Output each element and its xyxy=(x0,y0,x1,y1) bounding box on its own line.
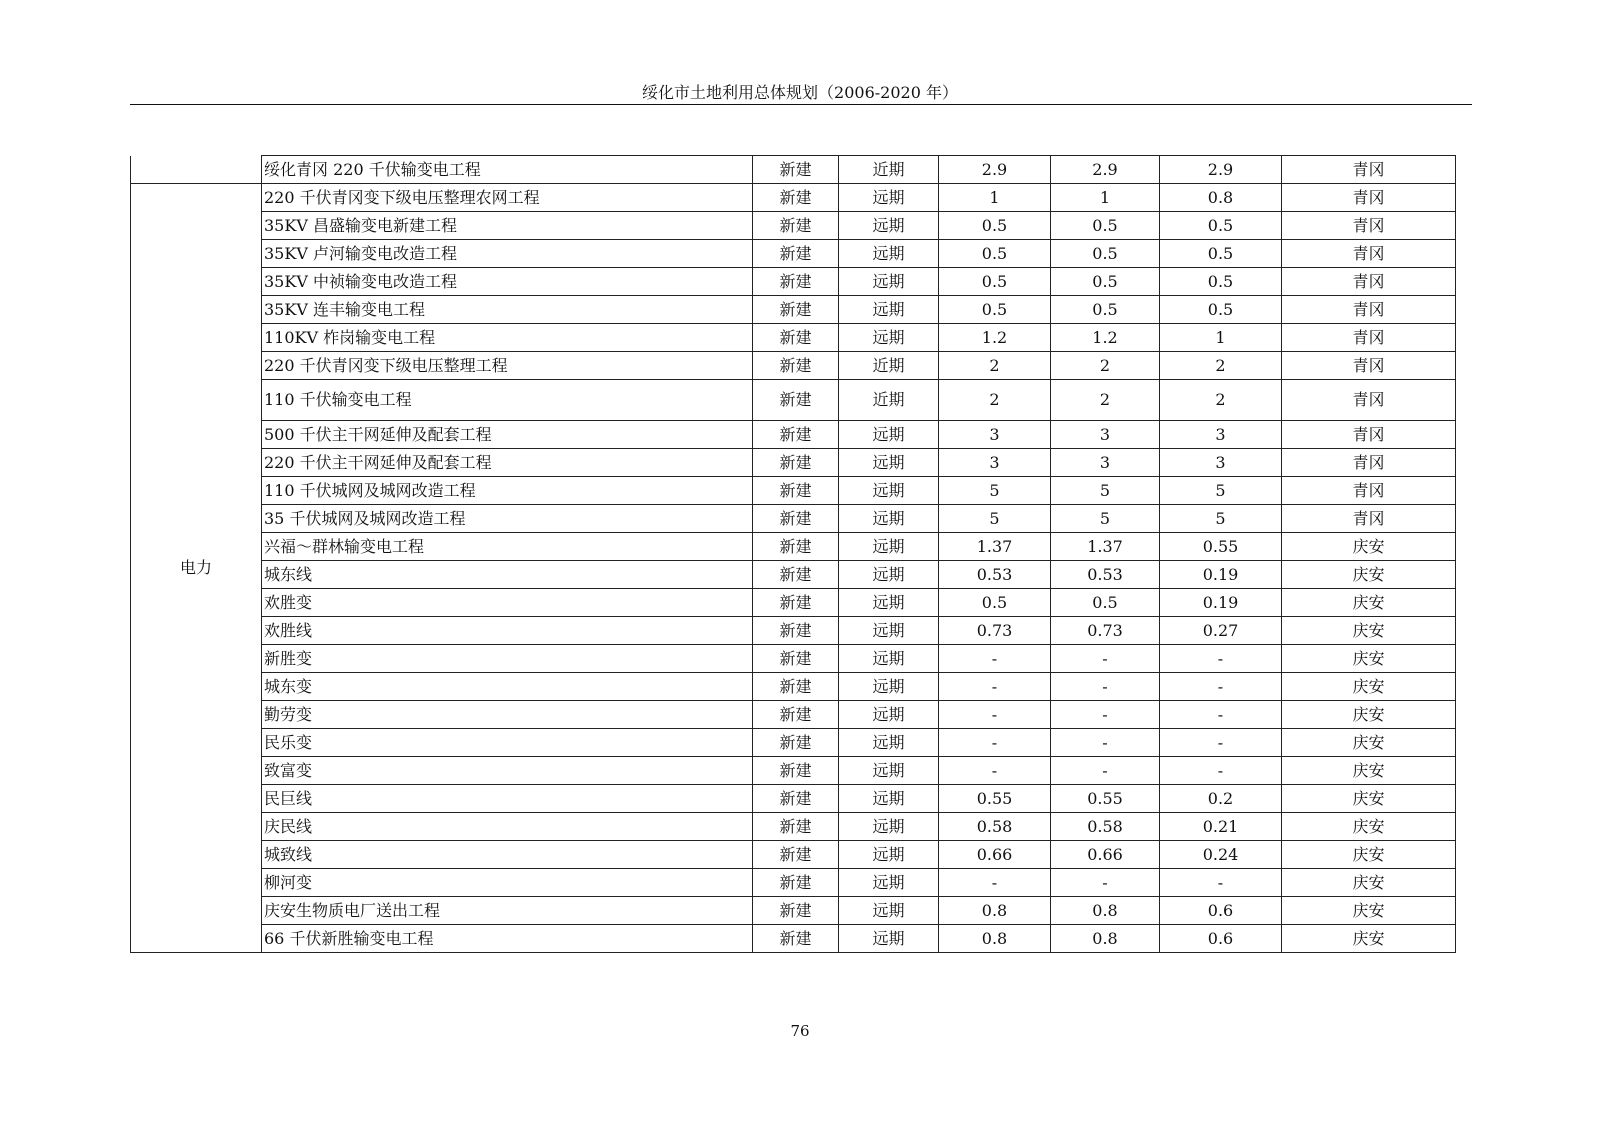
phase-cell: 远期 xyxy=(839,729,939,757)
value-b-cell: 2.9 xyxy=(1051,156,1160,184)
location-cell: 青冈 xyxy=(1282,477,1456,505)
phase-cell: 远期 xyxy=(839,813,939,841)
value-c-cell: 0.24 xyxy=(1160,841,1282,869)
value-a-cell: 5 xyxy=(939,505,1051,533)
location-cell: 青冈 xyxy=(1282,184,1456,212)
table-row xyxy=(131,156,1456,184)
project-name-cell: 致富变 xyxy=(262,757,753,785)
location-cell: 庆安 xyxy=(1282,673,1456,701)
value-a-cell: 0.8 xyxy=(939,925,1051,953)
project-name-cell: 220 千伏青冈变下级电压整理农网工程 xyxy=(262,184,753,212)
project-name-cell: 35KV 中祯输变电改造工程 xyxy=(262,268,753,296)
value-c-cell: 0.55 xyxy=(1160,533,1282,561)
phase-cell: 远期 xyxy=(839,869,939,897)
build-type-cell: 新建 xyxy=(753,645,839,673)
phase-cell: 远期 xyxy=(839,184,939,212)
category-cell: 电力 xyxy=(131,184,262,953)
location-cell: 庆安 xyxy=(1282,785,1456,813)
value-c-cell: - xyxy=(1160,645,1282,673)
value-a-cell: 3 xyxy=(939,449,1051,477)
value-a-cell: 0.5 xyxy=(939,212,1051,240)
value-b-cell: 1.37 xyxy=(1051,533,1160,561)
build-type-cell: 新建 xyxy=(753,212,839,240)
project-name-cell: 35KV 卢河输变电改造工程 xyxy=(262,240,753,268)
location-cell: 庆安 xyxy=(1282,645,1456,673)
location-cell: 庆安 xyxy=(1282,813,1456,841)
project-name-cell: 城东变 xyxy=(262,673,753,701)
build-type-cell: 新建 xyxy=(753,589,839,617)
location-cell: 庆安 xyxy=(1282,757,1456,785)
table-row xyxy=(131,533,1456,561)
value-a-cell: 0.73 xyxy=(939,617,1051,645)
value-c-cell: 0.21 xyxy=(1160,813,1282,841)
build-type-cell: 新建 xyxy=(753,729,839,757)
project-name-cell: 绥化青冈 220 千伏输变电工程 xyxy=(262,156,753,184)
build-type-cell: 新建 xyxy=(753,505,839,533)
table-row xyxy=(131,212,1456,240)
value-a-cell: - xyxy=(939,757,1051,785)
value-c-cell: - xyxy=(1160,673,1282,701)
location-cell: 庆安 xyxy=(1282,869,1456,897)
table-row xyxy=(131,645,1456,673)
value-a-cell: 2 xyxy=(939,352,1051,380)
phase-cell: 远期 xyxy=(839,477,939,505)
value-c-cell: 2 xyxy=(1160,380,1282,421)
location-cell: 庆安 xyxy=(1282,589,1456,617)
value-a-cell: - xyxy=(939,701,1051,729)
location-cell: 青冈 xyxy=(1282,324,1456,352)
build-type-cell: 新建 xyxy=(753,757,839,785)
location-cell: 青冈 xyxy=(1282,268,1456,296)
value-b-cell: 5 xyxy=(1051,477,1160,505)
build-type-cell: 新建 xyxy=(753,156,839,184)
build-type-cell: 新建 xyxy=(753,925,839,953)
project-name-cell: 500 千伏主干网延伸及配套工程 xyxy=(262,421,753,449)
phase-cell: 近期 xyxy=(839,380,939,421)
location-cell: 青冈 xyxy=(1282,449,1456,477)
location-cell: 庆安 xyxy=(1282,617,1456,645)
value-b-cell: 3 xyxy=(1051,449,1160,477)
phase-cell: 远期 xyxy=(839,449,939,477)
table-row xyxy=(131,352,1456,380)
location-cell: 青冈 xyxy=(1282,352,1456,380)
value-c-cell: 0.5 xyxy=(1160,212,1282,240)
value-b-cell: 0.73 xyxy=(1051,617,1160,645)
table-row xyxy=(131,380,1456,421)
location-cell: 青冈 xyxy=(1282,505,1456,533)
table-row xyxy=(131,589,1456,617)
phase-cell: 远期 xyxy=(839,561,939,589)
value-b-cell: 2 xyxy=(1051,352,1160,380)
value-a-cell: 0.5 xyxy=(939,589,1051,617)
phase-cell: 远期 xyxy=(839,589,939,617)
build-type-cell: 新建 xyxy=(753,380,839,421)
value-a-cell: 0.5 xyxy=(939,296,1051,324)
location-cell: 青冈 xyxy=(1282,240,1456,268)
phase-cell: 远期 xyxy=(839,785,939,813)
page-number: 76 xyxy=(790,1022,810,1040)
build-type-cell: 新建 xyxy=(753,324,839,352)
project-name-cell: 欢胜线 xyxy=(262,617,753,645)
location-cell: 青冈 xyxy=(1282,421,1456,449)
location-cell: 庆安 xyxy=(1282,561,1456,589)
value-b-cell: 0.5 xyxy=(1051,589,1160,617)
value-c-cell: 0.5 xyxy=(1160,240,1282,268)
value-b-cell: 0.55 xyxy=(1051,785,1160,813)
table-row xyxy=(131,184,1456,212)
value-b-cell: 2 xyxy=(1051,380,1160,421)
build-type-cell: 新建 xyxy=(753,897,839,925)
phase-cell: 远期 xyxy=(839,268,939,296)
table-row xyxy=(131,296,1456,324)
value-b-cell: 0.66 xyxy=(1051,841,1160,869)
phase-cell: 远期 xyxy=(839,925,939,953)
value-c-cell: - xyxy=(1160,757,1282,785)
value-b-cell: - xyxy=(1051,645,1160,673)
table-row xyxy=(131,673,1456,701)
table-row xyxy=(131,701,1456,729)
value-c-cell: 0.5 xyxy=(1160,268,1282,296)
location-cell: 青冈 xyxy=(1282,380,1456,421)
value-c-cell: 2.9 xyxy=(1160,156,1282,184)
project-name-cell: 民巨线 xyxy=(262,785,753,813)
build-type-cell: 新建 xyxy=(753,449,839,477)
build-type-cell: 新建 xyxy=(753,184,839,212)
phase-cell: 远期 xyxy=(839,533,939,561)
value-a-cell: 1.2 xyxy=(939,324,1051,352)
table-row xyxy=(131,729,1456,757)
value-a-cell: 0.53 xyxy=(939,561,1051,589)
project-name-cell: 欢胜变 xyxy=(262,589,753,617)
table-row xyxy=(131,505,1456,533)
build-type-cell: 新建 xyxy=(753,352,839,380)
project-name-cell: 35KV 昌盛输变电新建工程 xyxy=(262,212,753,240)
table-row xyxy=(131,925,1456,953)
table-row xyxy=(131,268,1456,296)
value-b-cell: - xyxy=(1051,673,1160,701)
value-b-cell: 0.5 xyxy=(1051,296,1160,324)
table-row xyxy=(131,421,1456,449)
value-c-cell: - xyxy=(1160,701,1282,729)
phase-cell: 远期 xyxy=(839,421,939,449)
value-a-cell: 0.58 xyxy=(939,813,1051,841)
phase-cell: 近期 xyxy=(839,156,939,184)
value-c-cell: - xyxy=(1160,729,1282,757)
build-type-cell: 新建 xyxy=(753,240,839,268)
project-name-cell: 城东线 xyxy=(262,561,753,589)
table-row xyxy=(131,240,1456,268)
value-c-cell: 2 xyxy=(1160,352,1282,380)
build-type-cell: 新建 xyxy=(753,673,839,701)
phase-cell: 远期 xyxy=(839,645,939,673)
project-name-cell: 庆民线 xyxy=(262,813,753,841)
phase-cell: 远期 xyxy=(839,757,939,785)
location-cell: 庆安 xyxy=(1282,729,1456,757)
project-name-cell: 220 千伏主干网延伸及配套工程 xyxy=(262,449,753,477)
build-type-cell: 新建 xyxy=(753,869,839,897)
value-c-cell: 0.27 xyxy=(1160,617,1282,645)
value-b-cell: 0.8 xyxy=(1051,925,1160,953)
project-name-cell: 66 千伏新胜输变电工程 xyxy=(262,925,753,953)
phase-cell: 远期 xyxy=(839,673,939,701)
project-table xyxy=(130,155,1456,953)
build-type-cell: 新建 xyxy=(753,813,839,841)
value-c-cell: - xyxy=(1160,869,1282,897)
build-type-cell: 新建 xyxy=(753,701,839,729)
value-b-cell: - xyxy=(1051,757,1160,785)
value-c-cell: 3 xyxy=(1160,449,1282,477)
project-name-cell: 庆安生物质电厂送出工程 xyxy=(262,897,753,925)
value-b-cell: 1.2 xyxy=(1051,324,1160,352)
table-row xyxy=(131,897,1456,925)
phase-cell: 远期 xyxy=(839,897,939,925)
value-a-cell: 0.8 xyxy=(939,897,1051,925)
value-c-cell: 3 xyxy=(1160,421,1282,449)
category-cell-empty xyxy=(131,156,262,184)
project-name-cell: 110 千伏输变电工程 xyxy=(262,380,753,421)
header-rule xyxy=(130,104,1472,105)
value-c-cell: 0.5 xyxy=(1160,296,1282,324)
location-cell: 庆安 xyxy=(1282,925,1456,953)
table-body xyxy=(131,156,1456,953)
location-cell: 青冈 xyxy=(1282,212,1456,240)
phase-cell: 远期 xyxy=(839,505,939,533)
value-b-cell: - xyxy=(1051,729,1160,757)
value-b-cell: 0.8 xyxy=(1051,897,1160,925)
value-c-cell: 0.6 xyxy=(1160,897,1282,925)
project-name-cell: 柳河变 xyxy=(262,869,753,897)
table-row xyxy=(131,449,1456,477)
project-name-cell: 35 千伏城网及城网改造工程 xyxy=(262,505,753,533)
project-name-cell: 民乐变 xyxy=(262,729,753,757)
location-cell: 青冈 xyxy=(1282,156,1456,184)
project-name-cell: 35KV 连丰输变电工程 xyxy=(262,296,753,324)
table-row xyxy=(131,813,1456,841)
value-b-cell: 0.5 xyxy=(1051,268,1160,296)
value-a-cell: 5 xyxy=(939,477,1051,505)
location-cell: 庆安 xyxy=(1282,533,1456,561)
phase-cell: 远期 xyxy=(839,240,939,268)
build-type-cell: 新建 xyxy=(753,296,839,324)
phase-cell: 远期 xyxy=(839,324,939,352)
table-row xyxy=(131,617,1456,645)
value-b-cell: 5 xyxy=(1051,505,1160,533)
value-a-cell: 0.5 xyxy=(939,268,1051,296)
phase-cell: 远期 xyxy=(839,212,939,240)
page-header-title: 绥化市土地利用总体规划（2006-2020 年） xyxy=(642,83,958,102)
table-row xyxy=(131,841,1456,869)
value-a-cell: 1.37 xyxy=(939,533,1051,561)
value-c-cell: 5 xyxy=(1160,477,1282,505)
project-name-cell: 兴福～群林输变电工程 xyxy=(262,533,753,561)
value-c-cell: 1 xyxy=(1160,324,1282,352)
phase-cell: 近期 xyxy=(839,352,939,380)
value-a-cell: 1 xyxy=(939,184,1051,212)
location-cell: 庆安 xyxy=(1282,841,1456,869)
value-c-cell: 0.2 xyxy=(1160,785,1282,813)
build-type-cell: 新建 xyxy=(753,268,839,296)
project-name-cell: 110KV 柞岗输变电工程 xyxy=(262,324,753,352)
build-type-cell: 新建 xyxy=(753,477,839,505)
value-a-cell: 0.55 xyxy=(939,785,1051,813)
table-row xyxy=(131,869,1456,897)
value-b-cell: 0.58 xyxy=(1051,813,1160,841)
build-type-cell: 新建 xyxy=(753,421,839,449)
table-row xyxy=(131,324,1456,352)
value-c-cell: 5 xyxy=(1160,505,1282,533)
value-b-cell: 1 xyxy=(1051,184,1160,212)
value-b-cell: - xyxy=(1051,701,1160,729)
value-a-cell: - xyxy=(939,645,1051,673)
value-b-cell: 0.53 xyxy=(1051,561,1160,589)
value-a-cell: 0.66 xyxy=(939,841,1051,869)
project-name-cell: 220 千伏青冈变下级电压整理工程 xyxy=(262,352,753,380)
phase-cell: 远期 xyxy=(839,617,939,645)
value-a-cell: - xyxy=(939,673,1051,701)
project-name-cell: 城致线 xyxy=(262,841,753,869)
table-row xyxy=(131,785,1456,813)
value-a-cell: 2.9 xyxy=(939,156,1051,184)
table-row xyxy=(131,561,1456,589)
value-b-cell: 0.5 xyxy=(1051,212,1160,240)
project-name-cell: 110 千伏城网及城网改造工程 xyxy=(262,477,753,505)
build-type-cell: 新建 xyxy=(753,617,839,645)
value-c-cell: 0.19 xyxy=(1160,561,1282,589)
build-type-cell: 新建 xyxy=(753,533,839,561)
value-b-cell: - xyxy=(1051,869,1160,897)
value-c-cell: 0.6 xyxy=(1160,925,1282,953)
build-type-cell: 新建 xyxy=(753,841,839,869)
value-c-cell: 0.19 xyxy=(1160,589,1282,617)
phase-cell: 远期 xyxy=(839,701,939,729)
location-cell: 庆安 xyxy=(1282,701,1456,729)
table-row xyxy=(131,757,1456,785)
project-name-cell: 勤劳变 xyxy=(262,701,753,729)
phase-cell: 远期 xyxy=(839,841,939,869)
location-cell: 庆安 xyxy=(1282,897,1456,925)
phase-cell: 远期 xyxy=(839,296,939,324)
build-type-cell: 新建 xyxy=(753,561,839,589)
project-name-cell: 新胜变 xyxy=(262,645,753,673)
table-row xyxy=(131,477,1456,505)
location-cell: 青冈 xyxy=(1282,296,1456,324)
value-a-cell: 2 xyxy=(939,380,1051,421)
value-b-cell: 3 xyxy=(1051,421,1160,449)
value-a-cell: - xyxy=(939,869,1051,897)
value-a-cell: 3 xyxy=(939,421,1051,449)
build-type-cell: 新建 xyxy=(753,785,839,813)
value-a-cell: - xyxy=(939,729,1051,757)
value-c-cell: 0.8 xyxy=(1160,184,1282,212)
value-a-cell: 0.5 xyxy=(939,240,1051,268)
value-b-cell: 0.5 xyxy=(1051,240,1160,268)
